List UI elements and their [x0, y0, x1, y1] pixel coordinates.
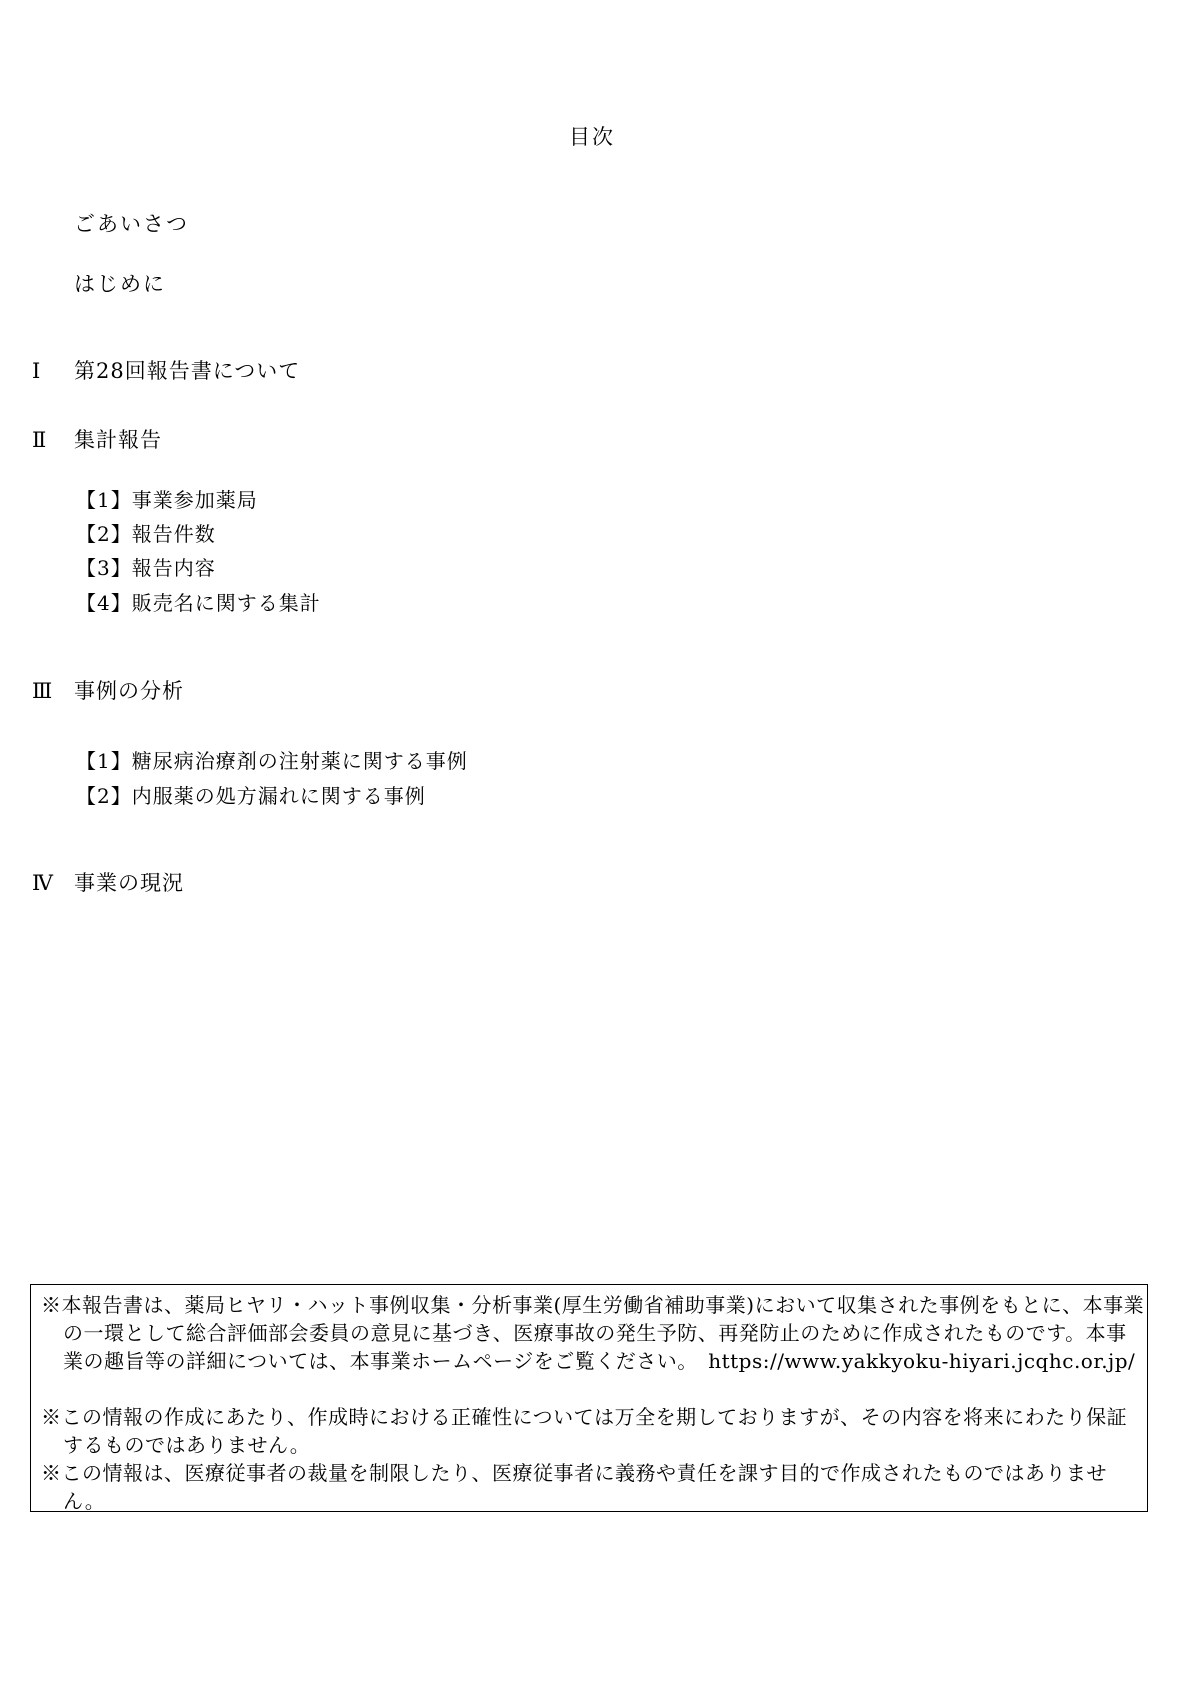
disclaimer-note-3: ※この情報は、医療従事者の裁量を制限したり、医療従事者に義務や責任を課す目的で作成されたものではありません。	[41, 1461, 1107, 1513]
section-3-subitem-2[interactable]: 【2】内服薬の処方漏れに関する事例	[76, 784, 426, 808]
disclaimer-note-2: ※この情報の作成にあたり、作成時における正確性については万全を期しておりますが、その内容を将来にわたり保証するものではありません。	[41, 1405, 1128, 1457]
section-2-subitem-3[interactable]: 【3】報告内容	[76, 556, 216, 580]
toc-title: 目次	[569, 125, 615, 149]
disclaimer-box	[30, 1284, 1148, 1512]
section-numeral-2: Ⅱ	[32, 428, 47, 452]
section-title-3[interactable]: 事例の分析	[74, 679, 184, 703]
section-numeral-3: Ⅲ	[32, 679, 53, 703]
section-2-subitem-2[interactable]: 【2】報告件数	[76, 522, 216, 546]
toc-intro-greeting[interactable]: ごあいさつ	[74, 212, 189, 236]
disclaimer-note-1: ※本報告書は、薬局ヒヤリ・ハット事例収集・分析事業(厚生労働省補助事業)において収集された事例をもとに、本事業の一環として総合評価部会委員の意見に基づき、医療事故の発生予防、再発防止のために作成されたものです。本事業の趣旨等の詳細については、本事業ホームページをご覧ください。 https://www.yakkyoku-hiyari.jcqhc.or.jp/	[41, 1293, 1145, 1373]
toc-intro-preface[interactable]: はじめに	[74, 272, 166, 296]
section-title-2[interactable]: 集計報告	[74, 428, 162, 452]
section-2-subitem-1[interactable]: 【1】事業参加薬局	[76, 488, 258, 512]
section-3-subitem-1[interactable]: 【1】糖尿病治療剤の注射薬に関する事例	[76, 749, 468, 773]
section-title-4[interactable]: 事業の現況	[74, 871, 184, 895]
section-2-subitem-4[interactable]: 【4】販売名に関する集計	[76, 591, 321, 615]
section-numeral-1: Ⅰ	[32, 359, 41, 383]
section-title-1[interactable]: 第28回報告書について	[74, 359, 301, 383]
section-numeral-4: Ⅳ	[32, 871, 53, 895]
